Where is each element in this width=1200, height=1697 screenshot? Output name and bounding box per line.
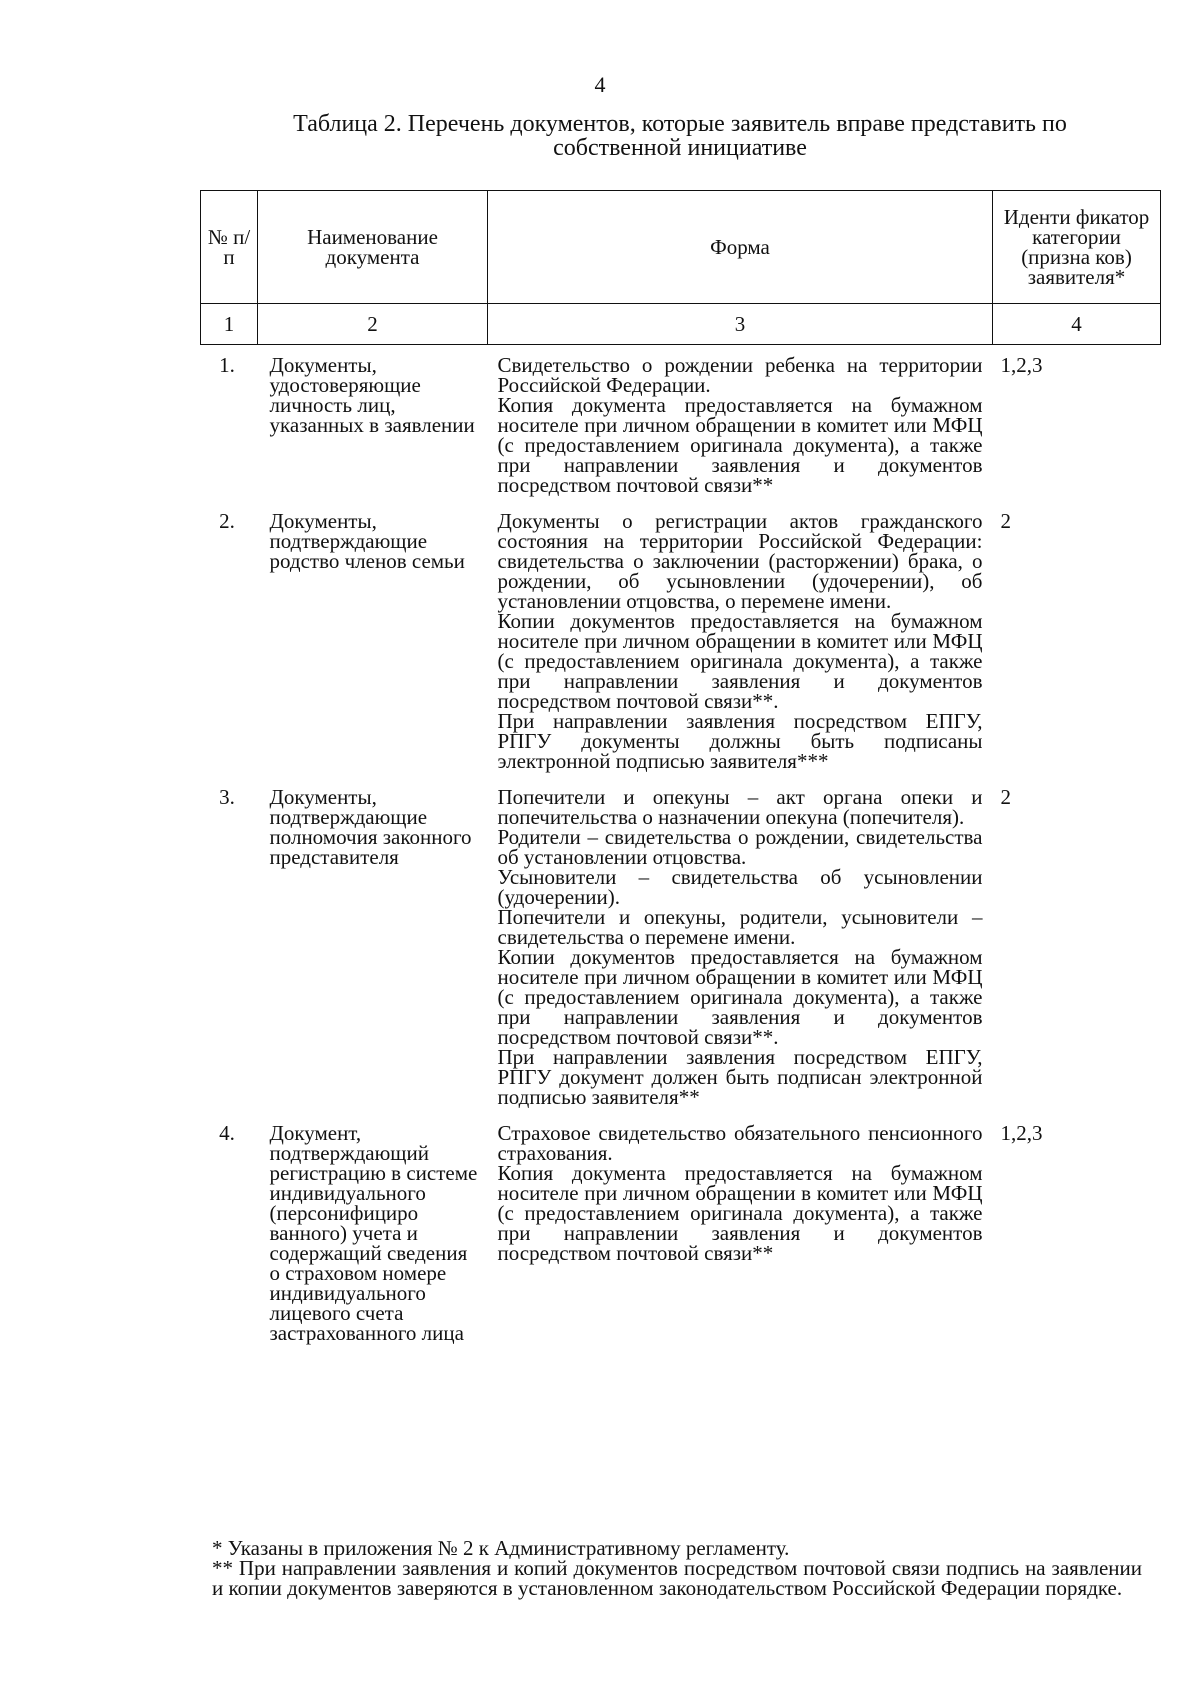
document-name: Документ, подтверждающий регистрацию в системе индивидуального (персонифициро ванного) учета и содержащий сведения о страховом номере индивидуального лицевого счета застрахованного лица <box>269 1121 478 1345</box>
column-numbers-row <box>201 304 1161 345</box>
documents-table <box>200 190 1161 1349</box>
table-row <box>201 777 1161 1113</box>
footnote-2: ** При направлении заявления и копий документов посредством почтовой связи подпись на заявлении и копии документов заверяются в установленном законодательством Российской Федерации порядке. <box>212 1556 1142 1600</box>
table-header-row <box>201 191 1161 304</box>
table-title-line-2: собственной инициативе <box>553 135 807 161</box>
form-paragraph: Родители – свидетельства о рождении, свидетельства об установлении отцовства. <box>497 825 983 869</box>
form-paragraph: Попечители и опекуны – акт органа опеки и попечительства о назначении опекуна (попечителя). <box>497 785 983 829</box>
header-document-name: Наименование документа <box>258 191 488 304</box>
footnote-1: * Указаны в приложения № 2 к Административному регламенту. <box>212 1536 790 1560</box>
category-id: 2 <box>1000 785 1011 809</box>
document-name: Документы, подтверждающие полномочия законного представителя <box>269 785 472 869</box>
row-number: 4. <box>219 1121 235 1145</box>
form-paragraph: Усыновители – свидетельства об усыновлении (удочерении). <box>497 865 983 909</box>
form-paragraph: Копии документов предоставляется на бумажном носителе при личном обращении в комитет или МФЦ (с предоставлением оригинала документа), а также при направлении заявления и документов посредством почтовой связи**. <box>497 945 983 1049</box>
page-number: 4 <box>594 72 606 97</box>
table-row <box>201 501 1161 777</box>
document-form <box>488 1113 993 1349</box>
form-paragraph: Страховое свидетельство обязательного пенсионного страхования. <box>497 1121 983 1165</box>
document-form <box>488 345 993 502</box>
column-number-2: 2 <box>258 304 488 345</box>
form-paragraph: Документы о регистрации актов гражданского состояния на территории Российской Федерации: свидетельства о заключении (расторжении) брака, о рождении, об усыновлении (удочерении), об установлении отцовства, о перемене имени. <box>497 509 983 613</box>
document-name: Документы, подтверждающие родство членов семьи <box>269 509 465 573</box>
footnotes <box>212 1538 1142 1598</box>
header-number: № п/п <box>201 191 258 304</box>
form-paragraph: Копии документов предоставляется на бумажном носителе при личном обращении в комитет или МФЦ (с предоставлением оригинала документа), а также при направлении заявления и документов посредством почтовой связи**. <box>497 609 983 713</box>
form-paragraph: Свидетельство о рождении ребенка на территории Российской Федерации. <box>497 353 983 397</box>
table-row <box>201 1113 1161 1349</box>
document-form <box>488 777 993 1113</box>
form-paragraph: При направлении заявления посредством ЕПГУ, РПГУ документ должен быть подписан электронной подписью заявителя** <box>497 1045 983 1109</box>
document-name: Документы, удостоверяющие личность лиц, указанных в заявлении <box>269 353 475 437</box>
column-number-1: 1 <box>201 304 258 345</box>
column-number-3: 3 <box>488 304 993 345</box>
form-paragraph: Копия документа предоставляется на бумажном носителе при личном обращении в комитет или МФЦ (с предоставлением оригинала документа), а также при направлении заявления и документов посредством почтовой связи** <box>497 393 983 497</box>
row-number: 3. <box>219 785 235 809</box>
header-category-id: Иденти фикатор категории (призна ков) заявителя* <box>993 191 1161 304</box>
form-paragraph: Попечители и опекуны, родители, усыновители – свидетельства о перемене имени. <box>497 905 983 949</box>
category-id: 2 <box>1000 509 1011 533</box>
category-id: 1,2,3 <box>1000 353 1043 377</box>
row-number: 2. <box>219 509 235 533</box>
row-number: 1. <box>219 353 235 377</box>
form-paragraph: При направлении заявления посредством ЕПГУ, РПГУ документы должны быть подписаны электронной подписью заявителя*** <box>497 709 983 773</box>
category-id: 1,2,3 <box>1000 1121 1043 1145</box>
document-form <box>488 501 993 777</box>
table-title <box>200 112 1160 160</box>
table-row <box>201 345 1161 502</box>
documents-table-wrapper <box>200 190 1160 1349</box>
column-number-4: 4 <box>993 304 1161 345</box>
header-form: Форма <box>488 191 993 304</box>
table-title-line-1: Таблица 2. Перечень документов, которые заявитель вправе представить по <box>293 111 1067 137</box>
form-paragraph: Копия документа предоставляется на бумажном носителе при личном обращении в комитет или МФЦ (с предоставлением оригинала документа), а также при направлении заявления и документов посредством почтовой связи** <box>497 1161 983 1265</box>
